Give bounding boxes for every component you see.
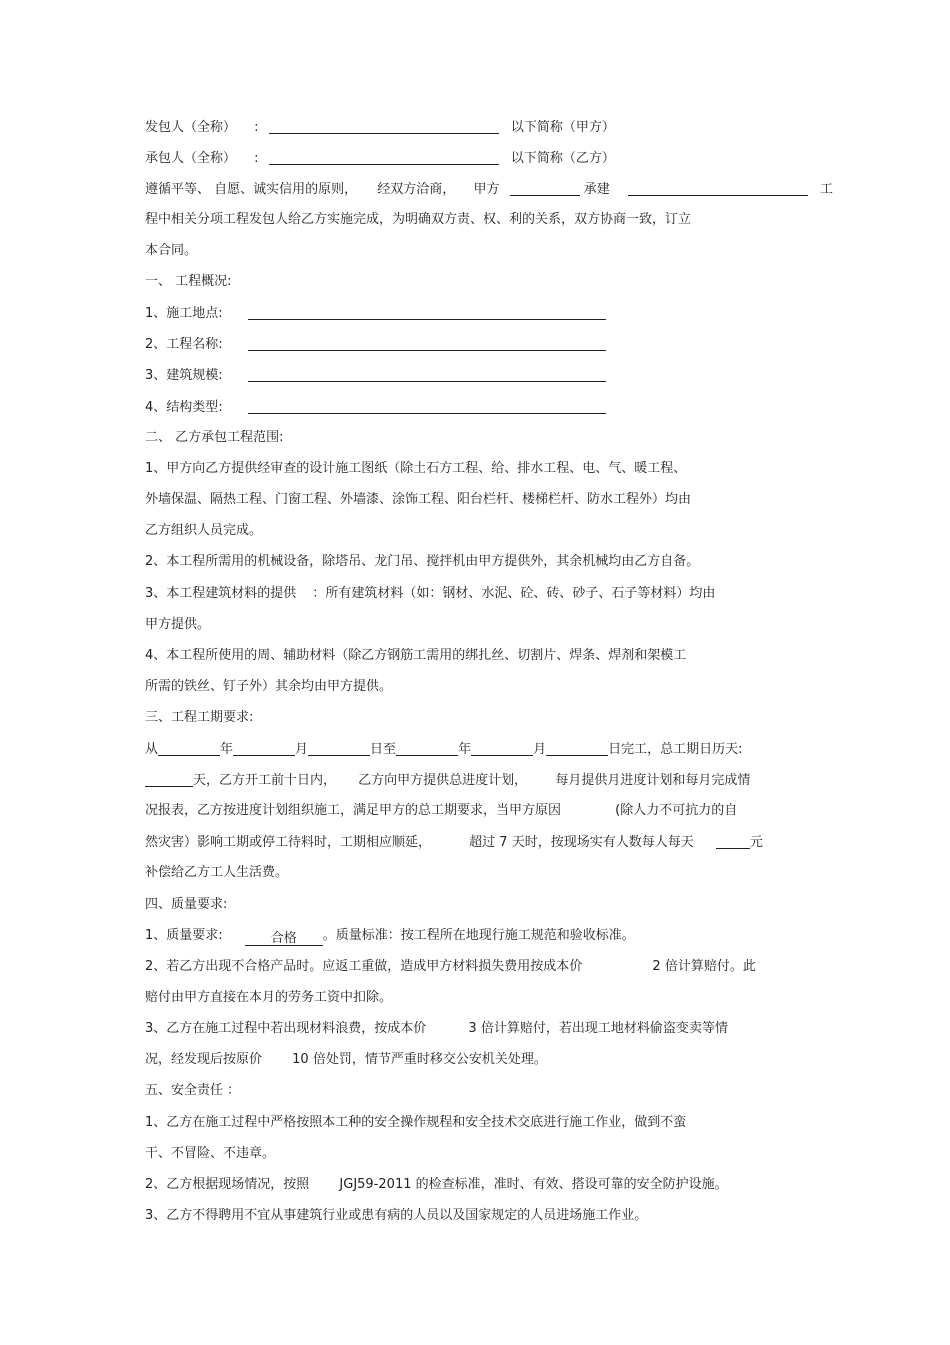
intro-line-3: 本合同。 — [145, 243, 198, 258]
quality-line-5 — [145, 1052, 547, 1068]
schedule-line-5: 补偿给乙方工人生活费。 — [145, 865, 289, 880]
start-month-field[interactable] — [233, 741, 295, 756]
schedule-text-d: 况报表，乙方按进度计划组织施工，满足甲方的总工期要求，当甲方原因 — [145, 803, 562, 818]
yuan-label: 元 — [749, 835, 763, 850]
schedule-text-e: (除人力不可抗力的自 — [615, 803, 738, 818]
intro-text-b: 经双方洽商， — [377, 182, 456, 197]
quality-line-1 — [145, 928, 635, 946]
month-label: 月 — [295, 742, 309, 757]
start-day-field[interactable] — [308, 741, 370, 756]
party-a-label: 发包人（全称） — [145, 120, 237, 135]
building-scale-field[interactable] — [248, 367, 606, 382]
intro-text-a: 遵循平等、 自愿、诚实信用的原则， — [145, 182, 358, 197]
section-3-title: 三、工程工期要求: — [145, 710, 254, 725]
schedule-text-b: 乙方向甲方提供总进度计划， — [358, 773, 528, 788]
structure-type-field[interactable] — [248, 399, 606, 414]
section-5-title: 五、安全责任 ： — [145, 1083, 241, 1098]
quality-text-f: 10 倍处罚，情节严重时移交公安机关处理。 — [292, 1052, 547, 1067]
project-name-label: 2、工程名称: — [145, 337, 223, 352]
structure-type-row — [145, 399, 606, 416]
quality-line-4 — [145, 1021, 728, 1037]
schedule-text-f: 然灾害）影响工期或停工待料时，工期相应顺延， — [145, 835, 432, 850]
quality-text-d: 3 倍计算赔付，若出现工地材料偷盗变卖等情 — [468, 1021, 728, 1036]
year-label: 年 — [458, 742, 472, 757]
scope-p4-line-2: 所需的铁丝、钉子外）其余均由甲方提供。 — [145, 679, 393, 694]
intro-text-c: 甲方 — [473, 182, 500, 197]
section-4-title: 四、质量要求: — [145, 897, 228, 912]
end-year-field[interactable] — [396, 741, 458, 756]
schedule-line-2 — [145, 772, 750, 789]
schedule-line-3 — [145, 803, 737, 819]
start-year-field[interactable] — [158, 741, 220, 756]
quality-text-e: 况，经发现后按原价 — [145, 1052, 263, 1067]
from-label: 从 — [145, 742, 159, 757]
scope-p3-text-b: ：所有建筑材料（如：钢材、水泥、砼、砖、砂子、石子等材料）均由 — [312, 586, 716, 601]
end-month-field[interactable] — [471, 741, 533, 756]
schedule-text-c: 每月提供月进度计划和每月完成情 — [555, 773, 751, 788]
safety-text-b: JGJ59-2011 的检查标准，准时、有效、搭设可靠的安全防护设施。 — [339, 1177, 728, 1192]
party-a-colon: : — [254, 120, 259, 135]
intro-text-d: 承建 — [583, 182, 610, 197]
party-b-line — [145, 150, 615, 167]
project-name-row — [145, 336, 606, 353]
quality-text-c: 3、乙方在施工过程中若出现材料浪费，按成本价 — [145, 1021, 427, 1036]
daily-allowance-field[interactable] — [716, 834, 750, 849]
safety-text-a: 2、乙方根据现场情况，按照 — [145, 1177, 310, 1192]
party-b-name-field[interactable] — [269, 150, 499, 165]
quality-standard-text: 。质量标准：按工程所在地现行施工规范和验收标准。 — [322, 928, 635, 943]
party-a-abbrev: 以下简称（甲方） — [510, 120, 615, 135]
intro-line-1 — [145, 181, 833, 198]
quality-text-b: 2 倍计算赔付。此 — [652, 959, 756, 974]
scope-p3-line-2: 甲方提供。 — [145, 617, 211, 632]
project-blank[interactable] — [628, 181, 808, 196]
year-label: 年 — [220, 742, 234, 757]
scope-p2: 2、本工程所需用的机械设备，除塔吊、龙门吊、搅拌机由甲方提供外，其余机械均由乙方自备。 — [145, 554, 700, 569]
schedule-text-g: 超过 7 天时，按现场实有人数每人每天 — [469, 835, 694, 850]
day-to-label: 日至 — [370, 742, 397, 757]
quality-line-2 — [145, 959, 756, 975]
party-a-line — [145, 119, 615, 136]
scope-p1-line-2: 外墙保温、隔热工程、门窗工程、外墙漆、涂饰工程、阳台栏杆、楼梯栏杆、防水工程外）均由 — [145, 492, 692, 507]
party-b-abbrev: 以下简称（乙方） — [510, 151, 615, 166]
safety-line-4: 3、乙方不得聘用不宜从事建筑行业或患有病的人员以及国家规定的人员进场施工作业。 — [145, 1208, 648, 1223]
safety-line-3 — [145, 1177, 728, 1193]
party-b-colon: : — [254, 151, 259, 166]
section-2-title: 二、 乙方承包工程范围: — [145, 430, 284, 445]
quality-text-a: 2、若乙方出现不合格产品时。应返工重做，造成甲方材料损失费用按成本价 — [145, 959, 583, 974]
site-location-row — [145, 305, 606, 322]
scope-p1-line-1: 1、甲方向乙方提供经审查的设计施工图纸（除土石方工程、给、排水工程、电、气、暖工程、 — [145, 461, 687, 476]
safety-line-2: 干、不冒险、不违章。 — [145, 1146, 276, 1161]
section-1-title: 一、 工程概况: — [145, 274, 232, 289]
party-a-blank[interactable] — [510, 181, 580, 196]
scope-p3-text-a: 3、本工程建筑材料的提供 — [145, 586, 297, 601]
schedule-line-1 — [145, 741, 742, 758]
site-location-label: 1、施工地点: — [145, 306, 223, 321]
end-day-field[interactable] — [546, 741, 608, 756]
scope-p3-line-1 — [145, 586, 715, 602]
intro-line-2: 程中相关分项工程发包人给乙方实施完成，为明确双方责、权、利的关系，双方协商一致，订立 — [145, 212, 692, 227]
day-end-label: 日完工，总工期日历天: — [608, 742, 743, 757]
month-label: 月 — [533, 742, 547, 757]
building-scale-row — [145, 367, 606, 384]
structure-type-label: 4、结构类型: — [145, 400, 223, 415]
schedule-text-a: 天，乙方开工前十日内， — [193, 773, 337, 788]
intro-text-e: 工 — [820, 182, 834, 197]
total-days-field[interactable] — [145, 772, 193, 787]
quality-req-label: 1、质量要求: — [145, 928, 223, 943]
party-a-name-field[interactable] — [269, 119, 499, 134]
scope-p1-line-3: 乙方组织人员完成。 — [145, 523, 263, 538]
quality-line-3: 赔付由甲方直接在本月的劳务工资中扣除。 — [145, 990, 393, 1005]
quality-req-value[interactable]: 合格 — [245, 931, 323, 946]
building-scale-label: 3、建筑规模: — [145, 368, 223, 383]
project-name-field[interactable] — [248, 336, 606, 351]
scope-p4-line-1: 4、本工程所使用的周、辅助材料（除乙方钢筋工需用的绑扎丝、切割片、焊条、焊剂和架模工 — [145, 648, 687, 663]
site-location-field[interactable] — [248, 305, 606, 320]
safety-line-1: 1、乙方在施工过程中严格按照本工种的安全操作规程和安全技术交底进行施工作业，做到不蛮 — [145, 1115, 687, 1130]
schedule-line-4 — [145, 834, 763, 851]
party-b-label: 承包人（全称） — [145, 151, 237, 166]
